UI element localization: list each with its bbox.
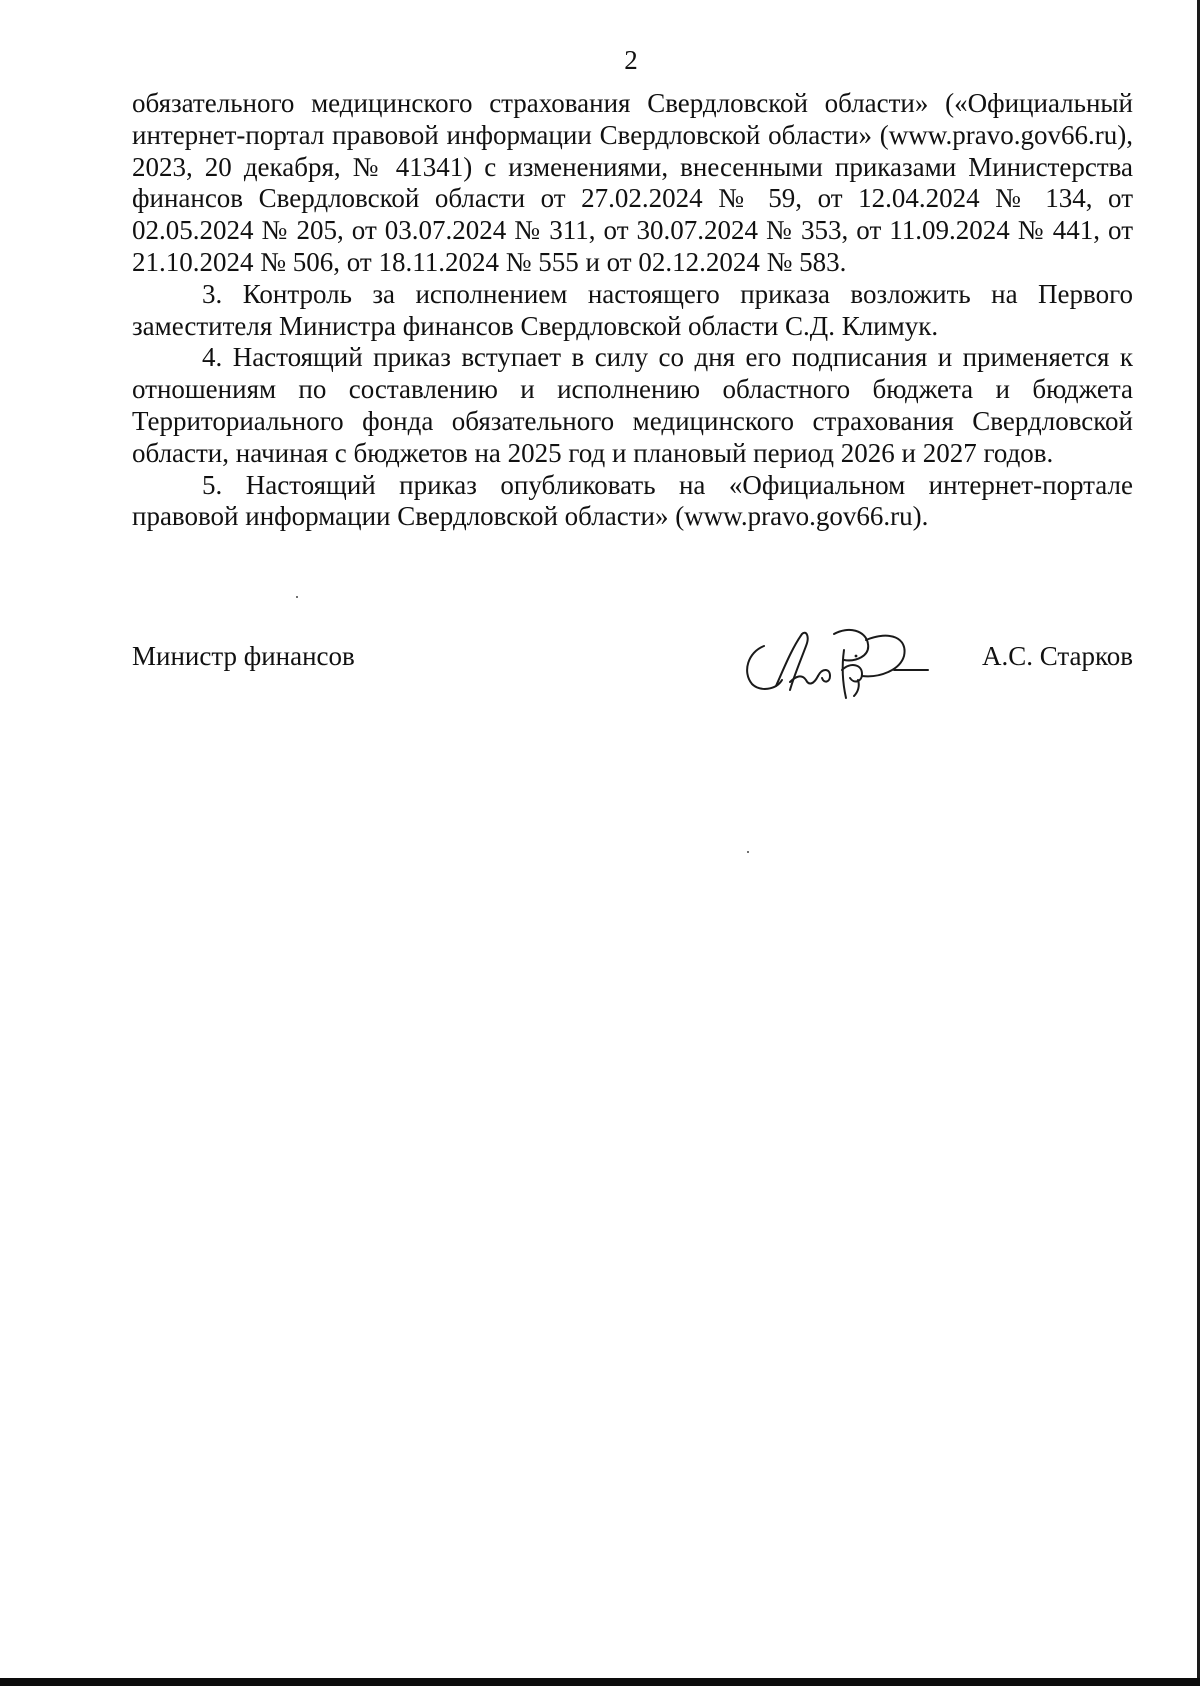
paragraph-item-5: 5. Настоящий приказ опубликовать на «Официальном интернет-портале правовой информации Свердловской области» (www.pravo.gov66.ru). <box>132 469 1133 532</box>
scan-speck <box>747 851 749 853</box>
signatory-name: А.С. Старков <box>981 641 1133 671</box>
scan-speck <box>296 596 298 598</box>
paragraph-continuation: обязательного медицинского страхования Свердловской области» («Официальный интернет-портал правовой информации Свердловской области» (www.pravo.gov66.ru), 2023, 20 декабря, № 41341) с изменениями, внесенными приказами Министерства финансов Свердловской области от 27.02.2024 № 59, от 12.04.2024 № 134, от 02.05.2024 № 205, от 03.07.2024 № 311, от 30.07.2024 № 353, от 11.09.2024 № 441, от 21.10.2024 № 506, от 18.11.2024 № 555 и от 02.12.2024 № 583. <box>132 88 1133 277</box>
handwritten-signature <box>730 620 960 704</box>
scan-edge-bottom <box>0 1678 1200 1686</box>
page-number: 2 <box>624 45 638 75</box>
signature-block <box>132 636 1133 696</box>
signatory-position: Министр финансов <box>132 641 355 671</box>
paragraph-item-3: 3. Контроль за исполнением настоящего приказа возложить на Первого заместителя Министра финансов Свердловской области С.Д. Климук. <box>132 278 1133 341</box>
paragraph-item-4: 4. Настоящий приказ вступает в силу со дня его подписания и применяется к отношениям по составлению и исполнению областного бюджета и бюджета Территориального фонда обязательного медицинского страхования Свердловской области, начиная с бюджетов на 2025 год и плановый период 2026 и 2027 годов. <box>132 342 1133 468</box>
document-body <box>132 88 1133 533</box>
